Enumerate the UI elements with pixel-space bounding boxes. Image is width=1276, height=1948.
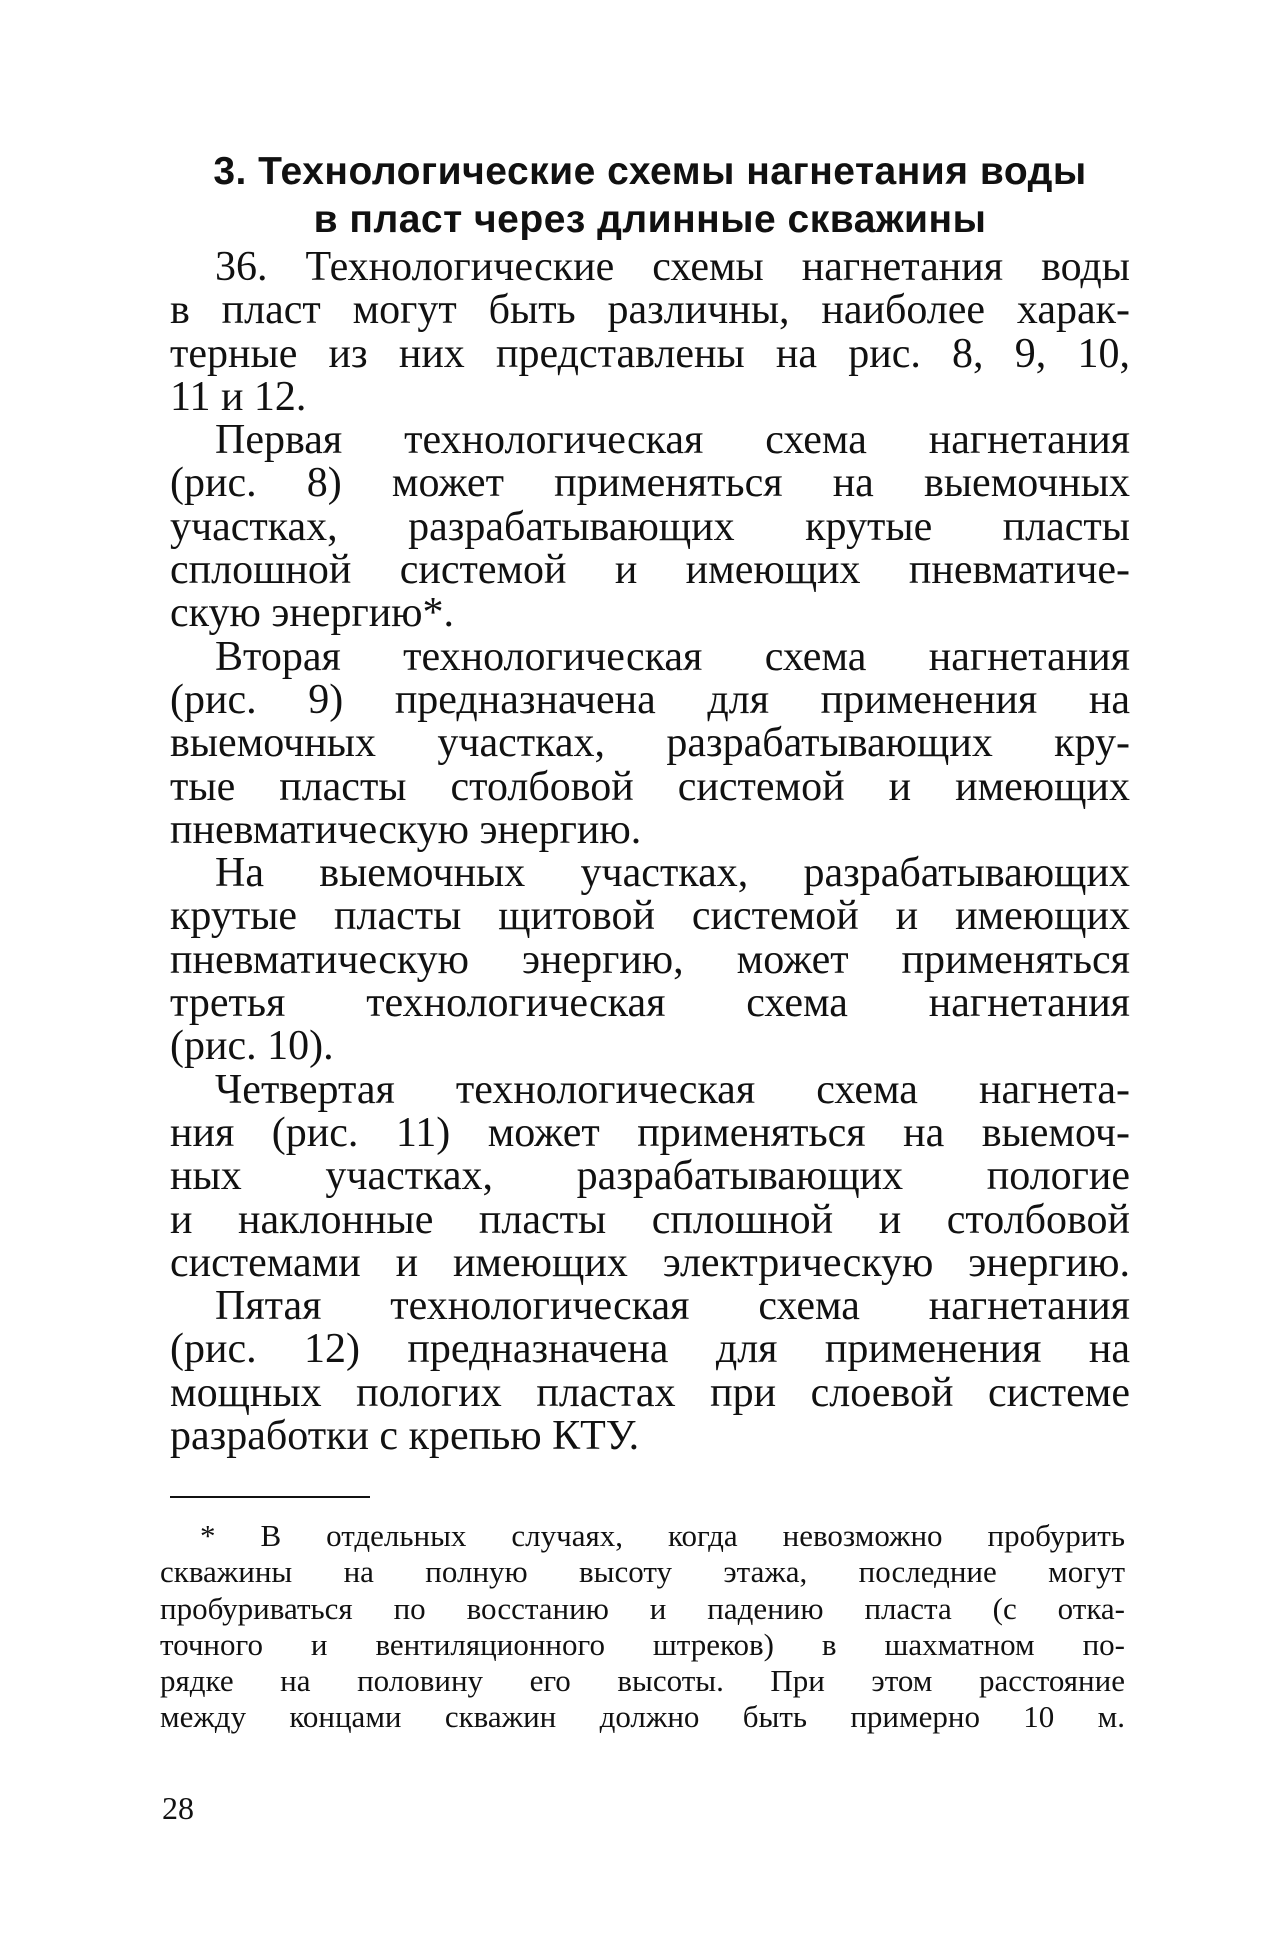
text-line: терные из них представлены на рис. 8, 9, 10, (170, 330, 1130, 377)
text-line: системами и имеющих электрическую энергию. (170, 1239, 1130, 1286)
text-line: ния (рис. 11) может применяться на выемоч- (170, 1109, 1130, 1156)
text-line: (рис. 9) предназначена для применения на (170, 676, 1130, 723)
text-line: в пласт могут быть различны, наиболее харак- (170, 287, 1130, 334)
text-line: крутые пласты щитовой системой и имеющих (170, 893, 1130, 940)
text-line: ных участках, разрабатывающих пологие (170, 1153, 1130, 1200)
text-line: Пятая технологическая схема нагнетания (215, 1283, 1130, 1330)
paragraph-fourth-scheme (170, 1066, 1130, 1286)
text-line: выемочных участках, разрабатывающих кру- (170, 720, 1130, 767)
footnote-line: точного и вентиляционного штреков) в шахматном по- (160, 1626, 1125, 1662)
text-line: пневматическую энергию, может применяться (170, 936, 1130, 983)
text-line: сплошной системой и имеющих пневматиче- (170, 547, 1130, 594)
paragraph-fifth-scheme (170, 1285, 1130, 1458)
text-line: На выемочных участках, разрабатывающих (215, 850, 1130, 897)
footnote-divider (170, 1496, 370, 1498)
text-line: Четвертая технологическая схема нагнета- (215, 1066, 1130, 1113)
footnote-line: скважины на полную высоту этажа, последние могут (160, 1554, 1125, 1590)
text-line: (рис. 10). (170, 1023, 334, 1070)
text-line: третья технологическая схема нагнетания (170, 980, 1130, 1027)
body-text (170, 246, 1130, 1458)
page-number: 28 (162, 1790, 194, 1826)
text-line: скую энергию*. (170, 590, 455, 637)
section-heading (170, 148, 1130, 244)
text-line: Первая технологическая схема нагнетания (215, 417, 1130, 464)
footnote-line: между концами скважин должно быть примерно 10 м. (160, 1699, 1125, 1735)
text-line: тые пласты столбовой системой и имеющих (170, 763, 1130, 810)
footnote (160, 1518, 1125, 1736)
footnote-line: рядке на половину его высоты. При этом расстояние (160, 1663, 1125, 1699)
heading-line: 3. Технологические схемы нагнетания воды (213, 150, 1087, 193)
text-line: Вторая технологическая схема нагнетания (215, 633, 1130, 680)
text-line: (рис. 8) может применяться на выемочных (170, 460, 1130, 507)
paragraph-36 (170, 246, 1130, 419)
text-line: (рис. 12) предназначена для применения на (170, 1326, 1130, 1373)
text-line: пневматическую энергию. (170, 806, 642, 853)
text-line: участках, разрабатывающих крутые пласты (170, 503, 1130, 550)
text-line: разработки с крепью КТУ. (170, 1413, 640, 1460)
text-line: 11 и 12. (170, 373, 307, 420)
text-line: мощных пологих пластах при слоевой системе (170, 1369, 1130, 1416)
footnote-line: пробуриваться по восстанию и падению пласта (с отка- (160, 1590, 1125, 1626)
paragraph-third-scheme (170, 852, 1130, 1068)
paragraph-second-scheme (170, 633, 1130, 853)
heading-line: в пласт через длинные скважины (313, 198, 987, 241)
footnote-line: * В отдельных случаях, когда невозможно пробурить (200, 1518, 1125, 1553)
text-line: 36. Технологические схемы нагнетания воды (215, 244, 1130, 290)
text-line: и наклонные пласты сплошной и столбовой (170, 1196, 1130, 1243)
paragraph-first-scheme (170, 419, 1130, 635)
